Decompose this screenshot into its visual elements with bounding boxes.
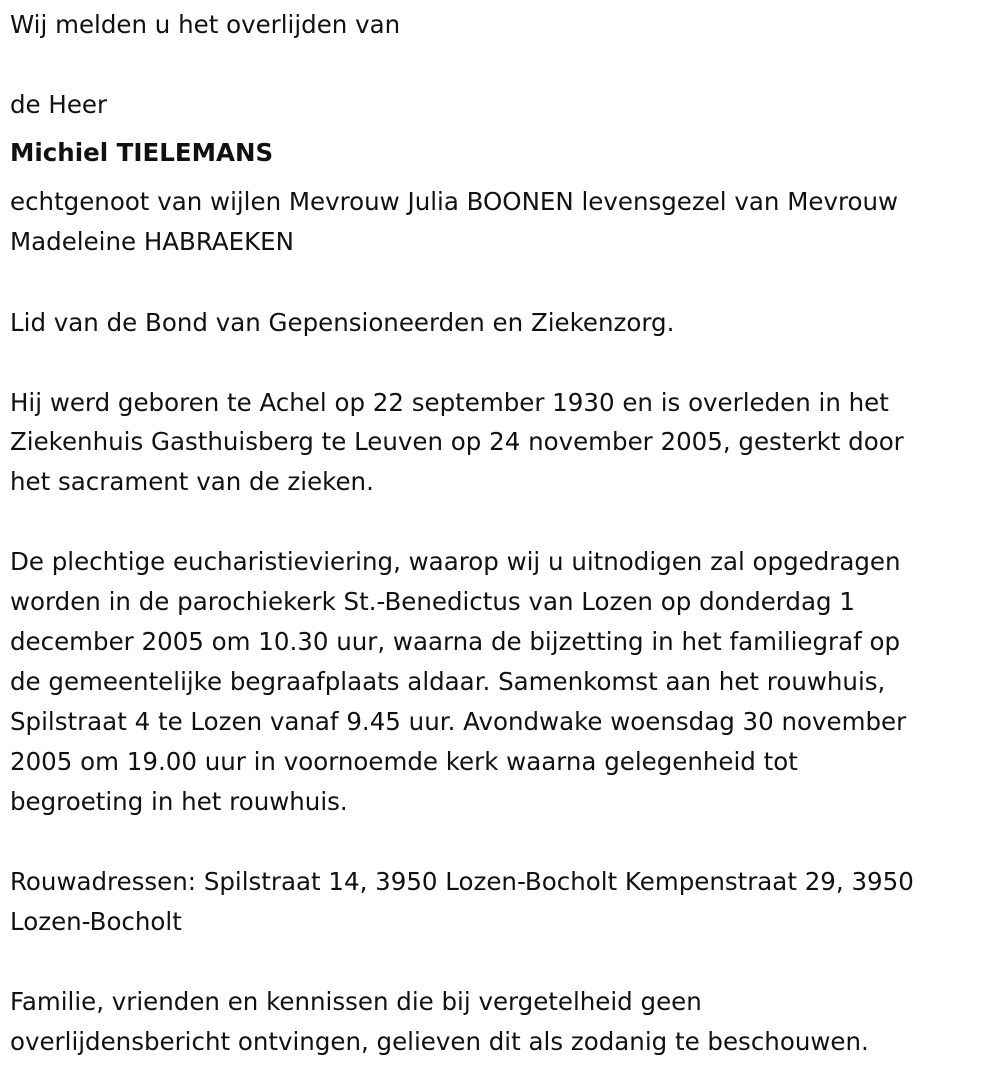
text-line: worden in de parochiekerk St.-Benedictus van Lozen op donderdag 1: [10, 587, 855, 616]
text-line: Madeleine HABRAEKEN: [10, 227, 294, 256]
text-line: echtgenoot van wijlen Mevrouw Julia BOONEN levensgezel van Mevrouw: [10, 187, 899, 216]
text-line: De plechtige eucharistieviering, waarop wij u uitnodigen zal opgedragen: [10, 547, 901, 576]
text-line: Ziekenhuis Gasthuisberg te Leuven op 24 november 2005, gesterkt door: [10, 427, 904, 456]
text-line: Familie, vrienden en kennissen die bij vergetelheid geen: [10, 987, 702, 1016]
text-line: Lozen-Bocholt: [10, 907, 182, 936]
text-line: 2005 om 19.00 uur in voornoemde kerk waarna gelegenheid tot: [10, 747, 798, 776]
text-line: begroeting in het rouwhuis.: [10, 787, 348, 816]
deceased-name: Michiel TIELEMANS: [10, 138, 274, 167]
title-text: de Heer: [10, 90, 108, 119]
text-line: december 2005 om 10.30 uur, waarna de bijzetting in het familiegraf op: [10, 627, 901, 656]
text-line: het sacrament van de zieken.: [10, 467, 374, 496]
membership-text: Lid van de Bond van Gepensioneerden en Ziekenzorg.: [10, 308, 675, 337]
text-line: overlijdensbericht ontvingen, gelieven dit als zodanig te beschouwen.: [10, 1027, 869, 1056]
text-line: Rouwadressen: Spilstraat 14, 3950 Lozen-Bocholt Kempenstraat 29, 3950: [10, 867, 914, 896]
text-line: Hij werd geboren te Achel op 22 september 1930 en is overleden in het: [10, 388, 889, 417]
text-line: Spilstraat 4 te Lozen vanaf 9.45 uur. Avondwake woensdag 30 november: [10, 707, 907, 736]
text-line: de gemeentelijke begraafplaats aldaar. Samenkomst aan het rouwhuis,: [10, 667, 886, 696]
intro-text: Wij melden u het overlijden van: [10, 10, 401, 39]
